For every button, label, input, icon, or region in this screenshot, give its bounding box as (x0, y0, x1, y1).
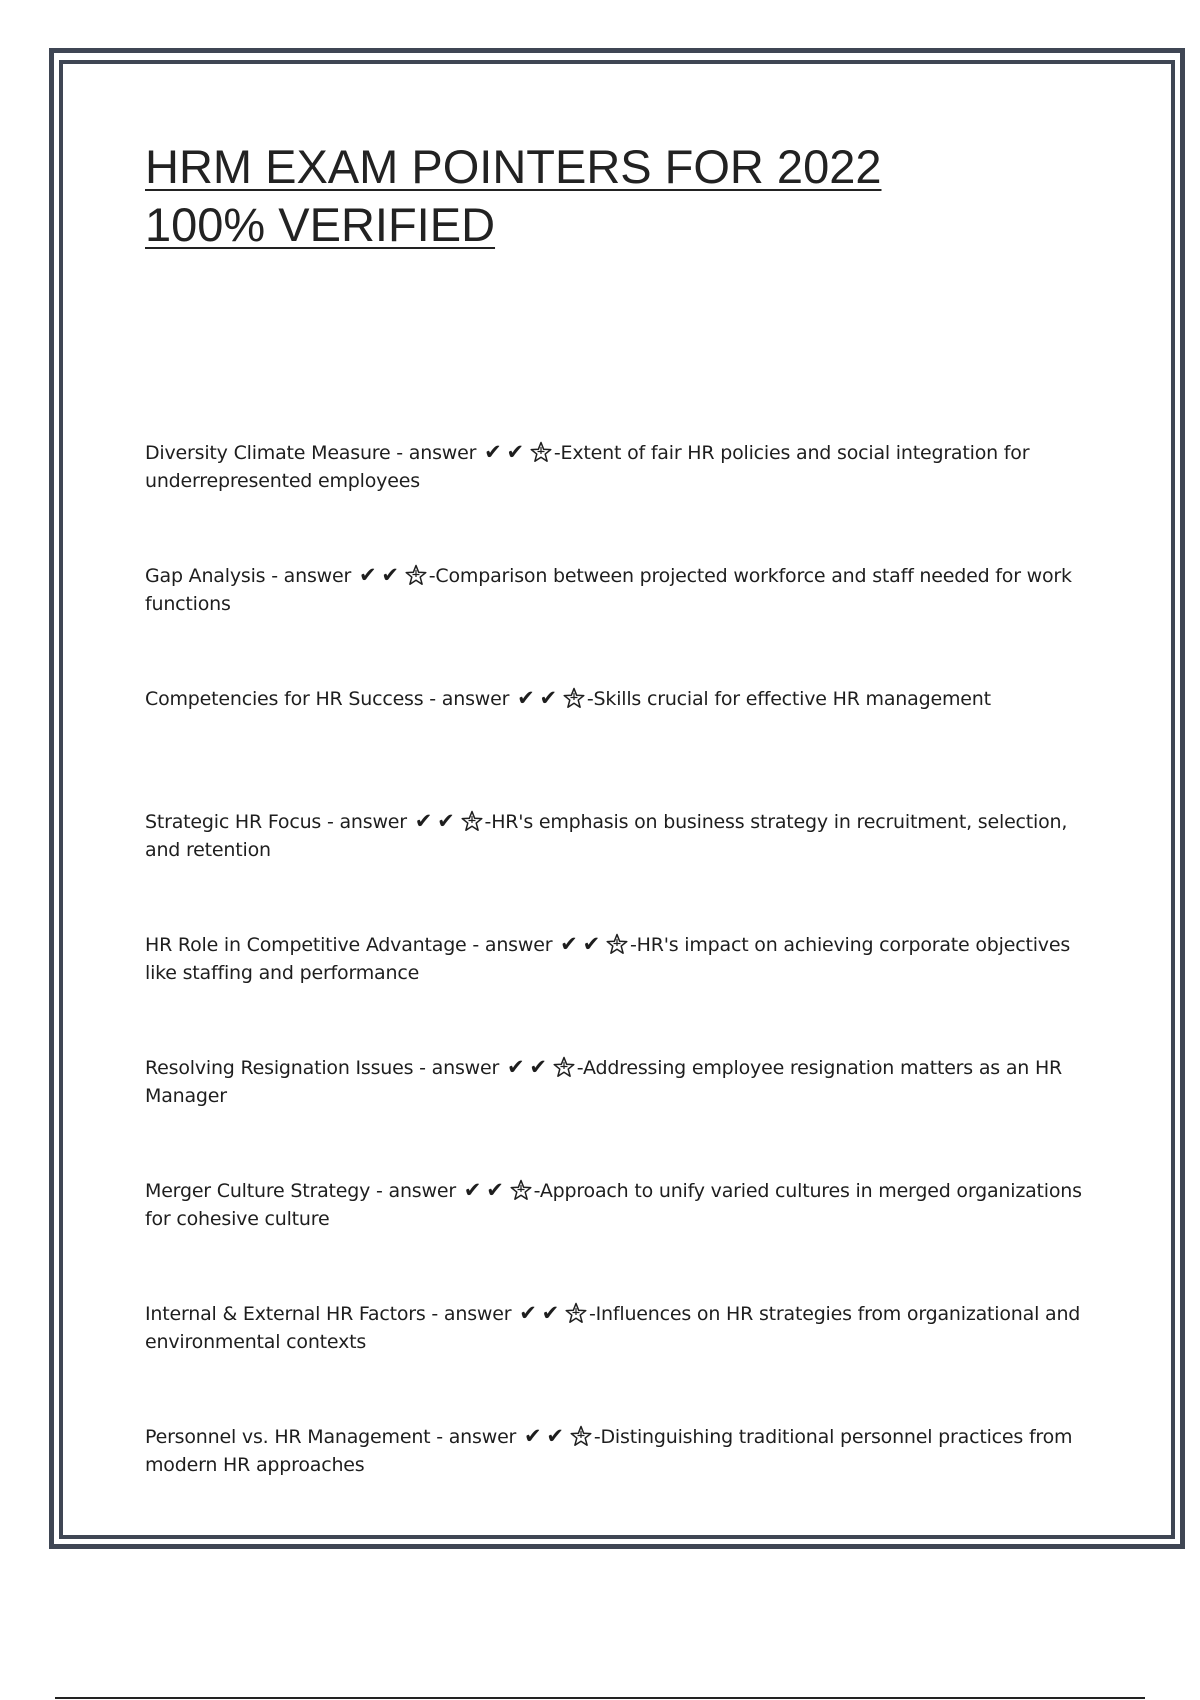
qa-term: Personnel vs. HR Management - answer (145, 1426, 523, 1448)
check-mark-icon: ✔ (582, 932, 600, 956)
sparkle-star-icon (404, 564, 428, 586)
qa-term: Internal & External HR Factors - answer (145, 1303, 518, 1325)
check-mark-icon: ✔ (524, 1424, 542, 1448)
title-line-1: HRM EXAM POINTERS FOR 2022 (145, 140, 882, 193)
qa-term: Resolving Resignation Issues - answer (145, 1057, 505, 1079)
qa-term: Strategic HR Focus - answer (145, 811, 413, 833)
qa-term: HR Role in Competitive Advantage - answer (145, 934, 559, 956)
qa-definition: -Skills crucial for effective HR management (586, 688, 991, 710)
check-mark-icon: ✔ (546, 1424, 564, 1448)
check-mark-icon: ✔ (519, 1301, 537, 1325)
footer-rule (55, 1697, 1145, 1699)
qa-definition: -HR's emphasis on business strategy in recruitment, selection, and retention (145, 811, 1068, 861)
qa-item-8 (145, 1299, 1105, 1422)
check-mark-icon: ✔ (529, 1055, 547, 1079)
qa-term: Diversity Climate Measure - answer (145, 442, 483, 464)
qa-definition: -Distinguishing traditional personnel practices from modern HR approaches (145, 1426, 1073, 1476)
check-mark-icon: ✔ (517, 686, 535, 710)
qa-definition: -Extent of fair HR policies and social integration for underrepresented employees (145, 442, 1030, 492)
qa-item-2 (145, 561, 1105, 684)
sparkle-star-icon (605, 933, 629, 955)
qa-definition: -Comparison between projected workforce and staff needed for work functions (145, 565, 1072, 615)
sparkle-star-icon (552, 1056, 576, 1078)
check-mark-icon: ✔ (358, 563, 377, 587)
qa-item-7 (145, 1176, 1105, 1299)
check-mark-icon: ✔ (414, 809, 433, 833)
check-mark-icon: ✔ (506, 1055, 525, 1079)
sparkle-star-icon (509, 1179, 533, 1201)
qa-list (145, 438, 1105, 1545)
qa-term: Competencies for HR Success - answer (145, 688, 516, 710)
qa-item-9 (145, 1422, 1105, 1545)
sparkle-star-icon (562, 687, 586, 709)
qa-definition: -Influences on HR strategies from organizational and environmental contexts (145, 1303, 1081, 1353)
qa-item-5 (145, 930, 1105, 1053)
check-mark-icon: ✔ (539, 686, 557, 710)
check-mark-icon: ✔ (541, 1301, 559, 1325)
check-mark-icon: ✔ (463, 1178, 482, 1202)
qa-definition: -Approach to unify varied cultures in merged organizations for cohesive culture (145, 1180, 1082, 1230)
check-mark-icon: ✔ (506, 440, 524, 464)
check-mark-icon: ✔ (437, 809, 455, 833)
qa-term: Gap Analysis - answer (145, 565, 357, 587)
check-mark-icon: ✔ (381, 563, 399, 587)
document-title (145, 138, 1105, 254)
sparkle-star-icon (564, 1302, 588, 1324)
qa-definition: -HR's impact on achieving corporate objectives like staffing and performance (145, 934, 1071, 984)
title-line-2: 100% VERIFIED (145, 198, 496, 251)
check-mark-icon: ✔ (486, 1178, 504, 1202)
sparkle-star-icon (529, 441, 553, 463)
sparkle-star-icon (460, 810, 484, 832)
check-mark-icon: ✔ (484, 440, 502, 464)
qa-item-4 (145, 807, 1105, 930)
document-body (145, 138, 1105, 1476)
check-mark-icon: ✔ (560, 932, 578, 956)
qa-definition: -Addressing employee resignation matters as an HR Manager (145, 1057, 1063, 1107)
qa-item-6 (145, 1053, 1105, 1176)
qa-item-1 (145, 438, 1105, 561)
qa-item-3 (145, 684, 1105, 807)
sparkle-star-icon (569, 1425, 593, 1447)
qa-term: Merger Culture Strategy - answer (145, 1180, 462, 1202)
